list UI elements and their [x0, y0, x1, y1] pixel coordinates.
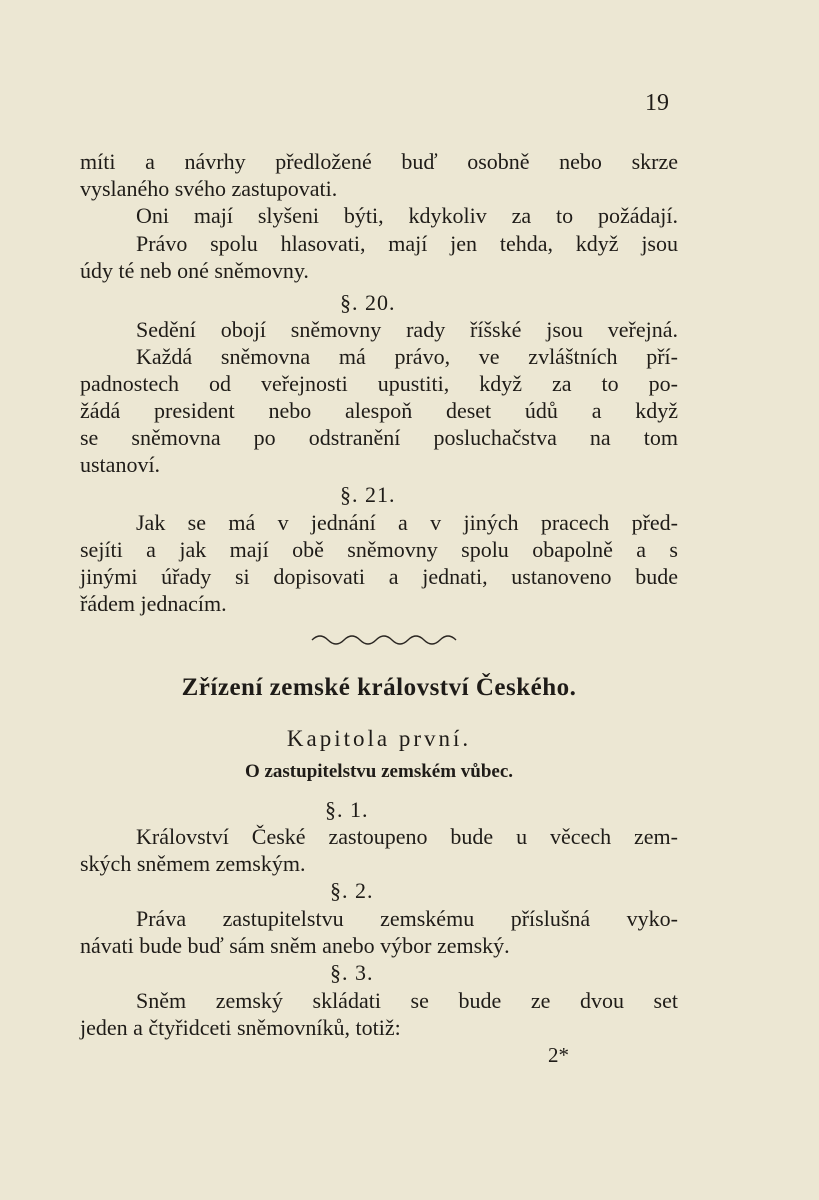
- text-line: Jak se má v jednání a v jiných pracech před-: [136, 510, 678, 535]
- section-mark-1: §. 1.: [325, 797, 369, 822]
- chapter-heading: Zřízení zemské království Českého.: [181, 674, 577, 701]
- text-line: padnostech od veřejnosti upustiti, když za to po-: [80, 371, 678, 396]
- chapter-subheading: O zastupitelstvu zemském vůbec.: [244, 761, 514, 782]
- text-line: se sněmovna po odstranění posluchačstva na tom: [80, 425, 678, 450]
- text-line: řádem jednacím.: [80, 591, 227, 616]
- section-mark-3: §. 3.: [330, 960, 374, 985]
- text-line: Království České zastoupeno bude u věcech zem-: [136, 824, 678, 849]
- text-line: jeden a čtyřidceti sněmovníků, totiž:: [80, 1015, 401, 1040]
- ornamental-divider: [310, 628, 460, 648]
- text-line: Sedění obojí sněmovny rady říšské jsou veřejná.: [136, 317, 678, 342]
- paragraph: [80, 343, 678, 478]
- page-number: 19: [645, 90, 669, 116]
- text-line: Práva zastupitelstvu zemskému příslušná vyko-: [136, 906, 678, 931]
- text-line: ských sněmem zemským.: [80, 851, 306, 876]
- text-line: žádá president nebo alespoň deset údů a když: [80, 398, 678, 423]
- section-mark-2: §. 2.: [330, 878, 374, 903]
- section-mark-20: §. 20.: [340, 290, 396, 315]
- chapter-title: Kapitola první.: [286, 726, 472, 751]
- text-line: údy té neb oné sněmovny.: [80, 258, 309, 283]
- text-line: Sněm zemský skládati se bude ze dvou set: [136, 988, 678, 1013]
- text-line: jinými úřady si dopisovati a jednati, ustanoveno bude: [80, 564, 678, 589]
- paragraph: [80, 823, 678, 877]
- text-line: návati bude buď sám sněm anebo výbor zemský.: [80, 933, 510, 958]
- paragraph: [80, 230, 678, 284]
- paragraph: [80, 905, 678, 959]
- text-line: Právo spolu hlasovati, mají jen tehda, když jsou: [136, 231, 678, 256]
- text-line: Oni mají slyšeni býti, kdykoliv za to požádají.: [136, 203, 678, 228]
- paragraph: [80, 509, 678, 617]
- signature-mark: 2*: [548, 1043, 569, 1067]
- paragraph: [80, 987, 678, 1041]
- text-line: sejíti a jak mají obě sněmovny spolu obapolně a s: [80, 537, 678, 562]
- text-line: vyslaného svého zastupovati.: [80, 176, 338, 201]
- text-line: Každá sněmovna má právo, ve zvláštních pří-: [136, 344, 678, 369]
- text-line: míti a návrhy předložené buď osobně nebo skrze: [80, 149, 678, 174]
- text-line: ustanoví.: [80, 452, 161, 477]
- paragraph: [80, 148, 678, 202]
- section-mark-21: §. 21.: [340, 482, 396, 507]
